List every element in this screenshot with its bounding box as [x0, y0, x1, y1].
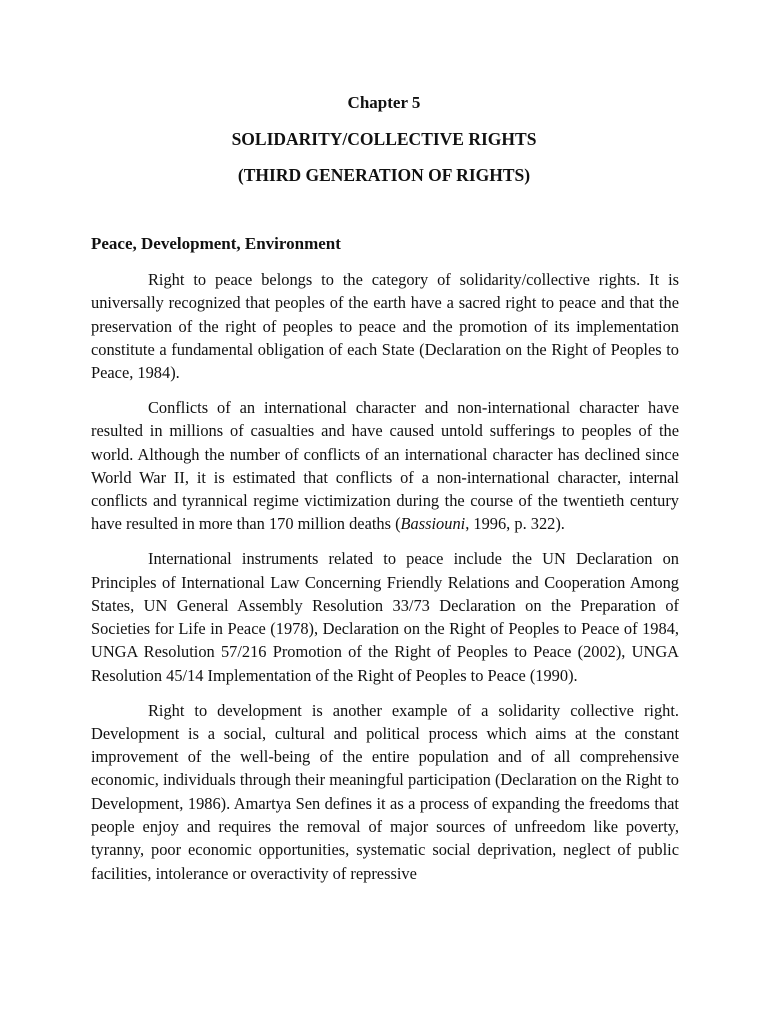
paragraph-conflicts	[91, 396, 679, 536]
citation-author: Bassiouni	[400, 514, 466, 534]
paragraph-right-to-development: Right to development is another example of a solidarity collective right. Development is a social, cultural and political process which aims at the constant improvement of the well-being of the entire population and of all comprehensive economic, individuals through their meaningful participation (Declaration on the Right to Development, 1986). Amartya Sen defines it as a process of expanding the freedoms that people enjoy and requires the removal of major sources of unfreedom like poverty, tyranny, poor economic opportunities, systematic social deprivation, neglect of public facilities, intolerance or overactivity of repressive	[91, 700, 679, 883]
paragraph-conflicts-text: Conflicts of an international character and non-international character have resulted in millions of casualties and have caused untold sufferings to peoples of the world. Although the number of conflicts of an international character has declined since World War II, it is estimated that conflicts of a non-international character, internal conflicts and tyrannical regime victimization during the course of the twentieth century have resulted in more than 170 million deaths (	[91, 397, 679, 534]
section-heading: Peace, Development, Environment	[91, 234, 341, 253]
chapter-title-line-1: SOLIDARITY/COLLECTIVE RIGHTS	[231, 129, 537, 149]
paragraph-international-instruments: International instruments related to peace include the UN Declaration on Principles of International Law Concerning Friendly Relations and Cooperation Among States, UN General Assembly Resolution 33/73 Declaration on the Preparation of Societies for Life in Peace (1978), Declaration on the Right of Peoples to Peace of 1984, UNGA Resolution 57/216 Promotion of the Right of Peoples to Peace (2002), UNGA Resolution 45/14 Implementation of the Right of Peoples to Peace (1990).	[91, 549, 679, 685]
chapter-label: Chapter 5	[347, 93, 421, 112]
paragraph-right-to-peace: Right to peace belongs to the category of solidarity/collective rights. It is universally recognized that peoples of the earth have a sacred right to peace and that the preservation of the right of peoples to peace and the promotion of its implementation constitute a fundamental obligation of each State (Declaration on the Right of Peoples to Peace, 1984).	[91, 270, 679, 383]
body-text	[91, 268, 679, 885]
chapter-title-line-2: (THIRD GENERATION OF RIGHTS)	[237, 165, 531, 185]
citation-details: , 1996, p. 322).	[465, 514, 565, 534]
